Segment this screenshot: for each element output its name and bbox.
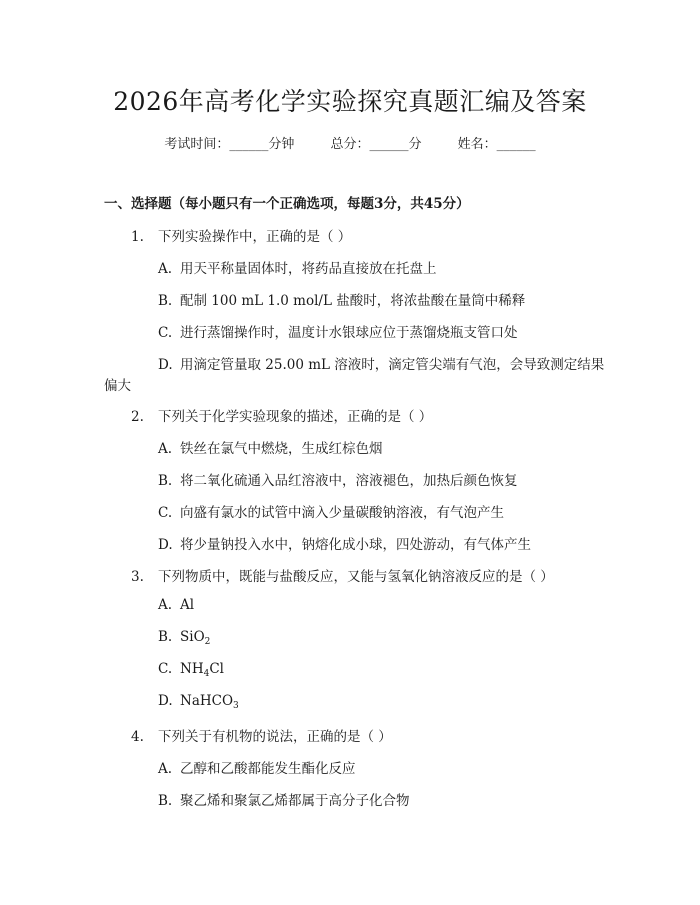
option-label: D.	[158, 357, 173, 373]
option-3d	[158, 693, 239, 711]
option-1c	[158, 321, 518, 341]
option-1d-continuation: 偏大	[104, 378, 131, 394]
question-4	[131, 725, 392, 745]
option-4b	[158, 789, 410, 809]
option-1a	[158, 257, 437, 277]
option-text: 聚乙烯和聚氯乙烯都属于高分子化合物	[180, 793, 410, 809]
option-1d	[158, 353, 604, 373]
option-label: A.	[158, 441, 173, 457]
formula-main: NaHCO	[180, 693, 234, 709]
option-label: A.	[158, 261, 173, 277]
question-number: 2.	[131, 409, 144, 425]
formula-subscript: 4	[203, 669, 210, 679]
formula-tail: Cl	[209, 661, 224, 677]
option-text: 用滴定管量取 25.00 mL 溶液时，滴定管尖端有气泡，会导致测定结果	[180, 357, 605, 373]
formula-main: NH	[180, 661, 204, 677]
question-number: 1.	[131, 229, 144, 245]
option-text: 进行蒸馏操作时，温度计水银球应位于蒸馏烧瓶支管口处	[180, 325, 518, 341]
formula-subscript: 3	[233, 701, 239, 711]
formula-subscript: 2	[204, 637, 211, 647]
option-2b	[158, 469, 518, 489]
option-label: C.	[158, 661, 173, 677]
option-text: 将少量钠投入水中，钠熔化成小球，四处游动，有气体产生	[180, 537, 531, 553]
option-label: D.	[158, 537, 173, 553]
exam-title: 2026年高考化学实验探究真题汇编及答案	[113, 87, 587, 116]
option-label: C.	[158, 325, 173, 341]
option-text: 配制 100 mL 1.0 mol/L 盐酸时，将浓盐酸在量筒中稀释	[180, 293, 526, 309]
option-3a	[158, 597, 194, 613]
section-heading: 一、选择题（每小题只有一个正确选项，每题3分，共45分）	[104, 196, 470, 212]
option-2c	[158, 501, 504, 521]
option-text: 向盛有氯水的试管中滴入少量碳酸钠溶液，有气泡产生	[180, 505, 504, 521]
question-3	[131, 565, 554, 585]
question-number: 4.	[131, 729, 144, 745]
option-label: C.	[158, 505, 173, 521]
question-2	[131, 405, 432, 425]
option-1b	[158, 289, 525, 309]
option-3c	[158, 661, 224, 679]
score-field: 总分：______分	[330, 137, 422, 152]
time-field: 考试时间：______分钟	[164, 137, 295, 152]
question-stem: 下列物质中，既能与盐酸反应，又能与氢氧化钠溶液反应的是（ ）	[158, 569, 554, 585]
option-label: B.	[158, 473, 173, 489]
question-number: 3.	[131, 569, 144, 585]
question-stem: 下列关于有机物的说法，正确的是（ ）	[158, 729, 392, 745]
name-field: 姓名：______	[457, 137, 536, 152]
option-label: B.	[158, 793, 173, 809]
question-stem: 下列关于化学实验现象的描述，正确的是（ ）	[158, 409, 433, 425]
option-label: B.	[158, 629, 173, 645]
option-label: D.	[158, 693, 173, 709]
option-text: 用天平称量固体时，将药品直接放在托盘上	[180, 261, 437, 277]
option-3b	[158, 629, 210, 647]
question-stem: 下列实验操作中，正确的是（ ）	[158, 229, 352, 245]
formula-main: SiO	[180, 629, 205, 645]
option-4a	[158, 757, 356, 777]
option-text: 铁丝在氯气中燃烧，生成红棕色烟	[180, 441, 383, 457]
option-text: 将二氧化硫通入品红溶液中，溶液褪色，加热后颜色恢复	[180, 473, 518, 489]
option-text: 乙醇和乙酸都能发生酯化反应	[180, 761, 356, 777]
exam-meta	[0, 133, 700, 152]
question-1	[131, 225, 351, 245]
option-label: A.	[158, 761, 173, 777]
option-text: Al	[180, 597, 195, 613]
option-2d	[158, 533, 531, 553]
option-2a	[158, 437, 383, 457]
option-label: B.	[158, 293, 173, 309]
option-label: A.	[158, 597, 173, 613]
